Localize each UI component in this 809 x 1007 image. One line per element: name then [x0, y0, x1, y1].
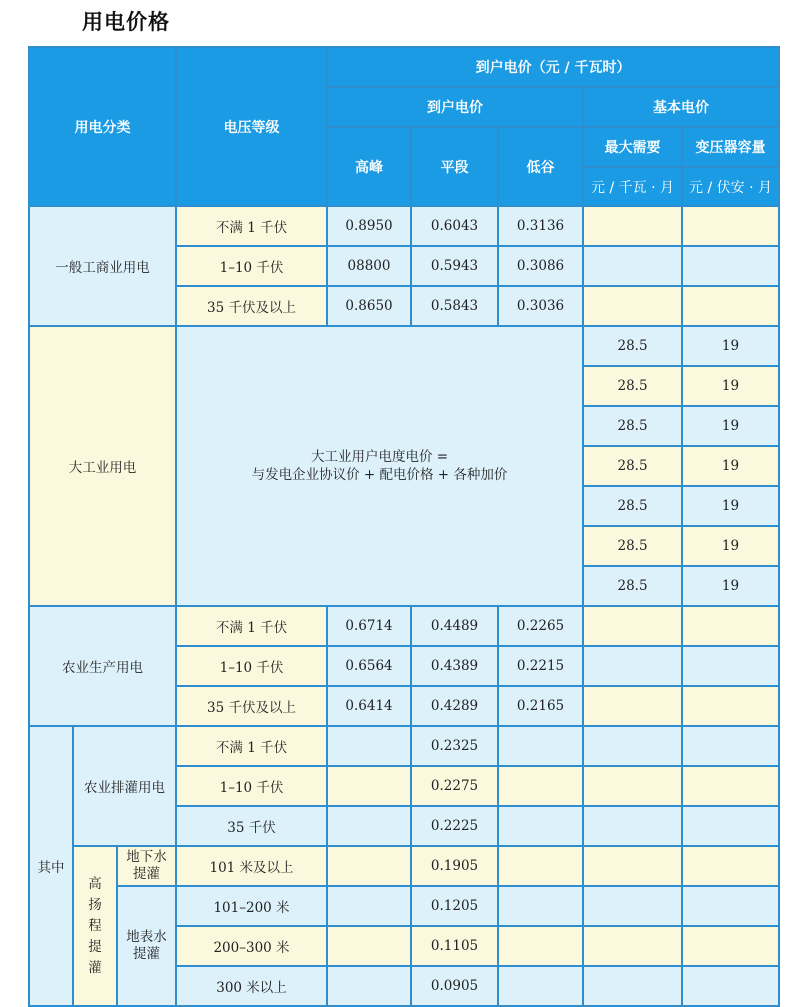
category-high-lift-irrigation	[73, 846, 117, 1006]
empty-cell	[583, 726, 682, 766]
surface-line-2: 提灌	[133, 946, 160, 962]
groundwater-line-2: 提灌	[133, 866, 160, 882]
empty-cell	[583, 806, 682, 846]
large-industry-formula	[176, 326, 583, 606]
voltage-cell: 1–10 千伏	[176, 766, 327, 806]
header-valley: 低谷	[498, 127, 583, 206]
peak-price-cell: 0.6714	[327, 606, 411, 646]
empty-cell	[327, 966, 411, 1006]
demand-price-cell: 28.5	[583, 406, 682, 446]
high-lift-char: 扬	[88, 896, 102, 913]
voltage-cell: 35 千伏及以上	[176, 686, 327, 726]
flat-price-cell: 0.4389	[411, 646, 498, 686]
header-voltage: 电压等级	[176, 47, 327, 206]
peak-price-cell: 0.8650	[327, 286, 411, 326]
flat-price-cell: 0.1205	[411, 886, 498, 926]
formula-line-1: 大工业用户电度电价 =	[310, 449, 449, 465]
demand-price-cell: 28.5	[583, 566, 682, 606]
flat-price-cell: 0.2325	[411, 726, 498, 766]
peak-price-cell: 0.6414	[327, 686, 411, 726]
category-large-industry: 大工业用电	[29, 326, 176, 606]
high-lift-char: 灌	[88, 959, 102, 976]
flat-price-cell: 0.1905	[411, 846, 498, 886]
empty-cell	[583, 646, 682, 686]
empty-cell	[327, 846, 411, 886]
empty-cell	[583, 206, 682, 246]
empty-cell	[682, 646, 779, 686]
empty-cell	[327, 886, 411, 926]
formula-line-2: 与发电企业协议价 + 配电价格 + 各种加价	[251, 467, 508, 483]
valley-price-cell: 0.2165	[498, 686, 583, 726]
peak-price-cell: 0.8950	[327, 206, 411, 246]
groundwater-line-1: 地下水	[126, 849, 167, 865]
empty-cell	[682, 246, 779, 286]
category-agriculture: 农业生产用电	[29, 606, 176, 726]
empty-cell	[682, 686, 779, 726]
empty-cell	[682, 206, 779, 246]
table-row	[29, 606, 779, 646]
header-price-group: 到户电价（元 / 千瓦时）	[327, 47, 779, 87]
empty-cell	[682, 726, 779, 766]
voltage-cell: 35 千伏及以上	[176, 286, 327, 326]
empty-cell	[498, 806, 583, 846]
transformer-price-cell: 19	[682, 326, 779, 366]
category-groundwater-irrigation	[117, 846, 176, 886]
empty-cell	[583, 846, 682, 886]
peak-price-cell: 08800	[327, 246, 411, 286]
transformer-price-cell: 19	[682, 406, 779, 446]
valley-price-cell: 0.3136	[498, 206, 583, 246]
demand-price-cell: 28.5	[583, 326, 682, 366]
table-row	[29, 726, 779, 766]
valley-price-cell: 0.3036	[498, 286, 583, 326]
empty-cell	[498, 766, 583, 806]
empty-cell	[498, 966, 583, 1006]
empty-cell	[327, 766, 411, 806]
voltage-cell: 300 米以上	[176, 966, 327, 1006]
page-title: 用电价格	[82, 10, 170, 34]
surface-line-1: 地表水	[126, 929, 167, 945]
header-basic-price: 基本电价	[583, 87, 779, 127]
table-row	[29, 206, 779, 246]
voltage-cell: 101–200 米	[176, 886, 327, 926]
demand-price-cell: 28.5	[583, 486, 682, 526]
header-energy-price: 到户电价	[327, 87, 583, 127]
category-among: 其中	[29, 726, 73, 1006]
flat-price-cell: 0.5943	[411, 246, 498, 286]
empty-cell	[682, 766, 779, 806]
voltage-cell: 35 千伏	[176, 806, 327, 846]
voltage-cell: 1–10 千伏	[176, 246, 327, 286]
header-category: 用电分类	[29, 47, 176, 206]
empty-cell	[583, 246, 682, 286]
high-lift-char: 提	[88, 938, 102, 955]
flat-price-cell: 0.6043	[411, 206, 498, 246]
voltage-cell: 1–10 千伏	[176, 646, 327, 686]
transformer-price-cell: 19	[682, 566, 779, 606]
empty-cell	[682, 806, 779, 846]
voltage-cell: 不满 1 千伏	[176, 726, 327, 766]
empty-cell	[498, 726, 583, 766]
empty-cell	[498, 926, 583, 966]
category-general-commercial: 一般工商业用电	[29, 206, 176, 326]
flat-price-cell: 0.1105	[411, 926, 498, 966]
transformer-price-cell: 19	[682, 446, 779, 486]
empty-cell	[327, 926, 411, 966]
transformer-price-cell: 19	[682, 366, 779, 406]
valley-price-cell: 0.3086	[498, 246, 583, 286]
empty-cell	[682, 606, 779, 646]
empty-cell	[498, 886, 583, 926]
flat-price-cell: 0.5843	[411, 286, 498, 326]
header-transformer-capacity: 变压器容量	[682, 127, 779, 167]
high-lift-char: 程	[88, 917, 102, 934]
empty-cell	[498, 846, 583, 886]
empty-cell	[327, 806, 411, 846]
header-flat: 平段	[411, 127, 498, 206]
empty-cell	[682, 886, 779, 926]
table-row	[29, 846, 779, 886]
empty-cell	[682, 286, 779, 326]
category-drainage-irrigation: 农业排灌用电	[73, 726, 176, 846]
flat-price-cell: 0.2225	[411, 806, 498, 846]
empty-cell	[583, 926, 682, 966]
empty-cell	[583, 686, 682, 726]
empty-cell	[583, 966, 682, 1006]
transformer-price-cell: 19	[682, 486, 779, 526]
empty-cell	[682, 926, 779, 966]
flat-price-cell: 0.4289	[411, 686, 498, 726]
voltage-cell: 101 米及以上	[176, 846, 327, 886]
demand-price-cell: 28.5	[583, 366, 682, 406]
high-lift-char: 高	[88, 875, 102, 892]
header-max-demand: 最大需要	[583, 127, 682, 167]
header-peak: 高峰	[327, 127, 411, 206]
table-row	[29, 326, 779, 366]
empty-cell	[583, 886, 682, 926]
flat-price-cell: 0.2275	[411, 766, 498, 806]
valley-price-cell: 0.2265	[498, 606, 583, 646]
empty-cell	[682, 966, 779, 1006]
empty-cell	[682, 846, 779, 886]
category-surface-water-irrigation	[117, 886, 176, 1006]
demand-price-cell: 28.5	[583, 446, 682, 486]
empty-cell	[583, 286, 682, 326]
header-unit-transformer: 元 / 伏安 · 月	[682, 167, 779, 206]
voltage-cell: 200–300 米	[176, 926, 327, 966]
table-row	[29, 886, 779, 926]
voltage-cell: 不满 1 千伏	[176, 206, 327, 246]
demand-price-cell: 28.5	[583, 526, 682, 566]
flat-price-cell: 0.0905	[411, 966, 498, 1006]
flat-price-cell: 0.4489	[411, 606, 498, 646]
empty-cell	[583, 766, 682, 806]
empty-cell	[327, 726, 411, 766]
empty-cell	[583, 606, 682, 646]
transformer-price-cell: 19	[682, 526, 779, 566]
valley-price-cell: 0.2215	[498, 646, 583, 686]
peak-price-cell: 0.6564	[327, 646, 411, 686]
electricity-price-table	[28, 46, 780, 1007]
header-unit-demand: 元 / 千瓦 · 月	[583, 167, 682, 206]
voltage-cell: 不满 1 千伏	[176, 606, 327, 646]
